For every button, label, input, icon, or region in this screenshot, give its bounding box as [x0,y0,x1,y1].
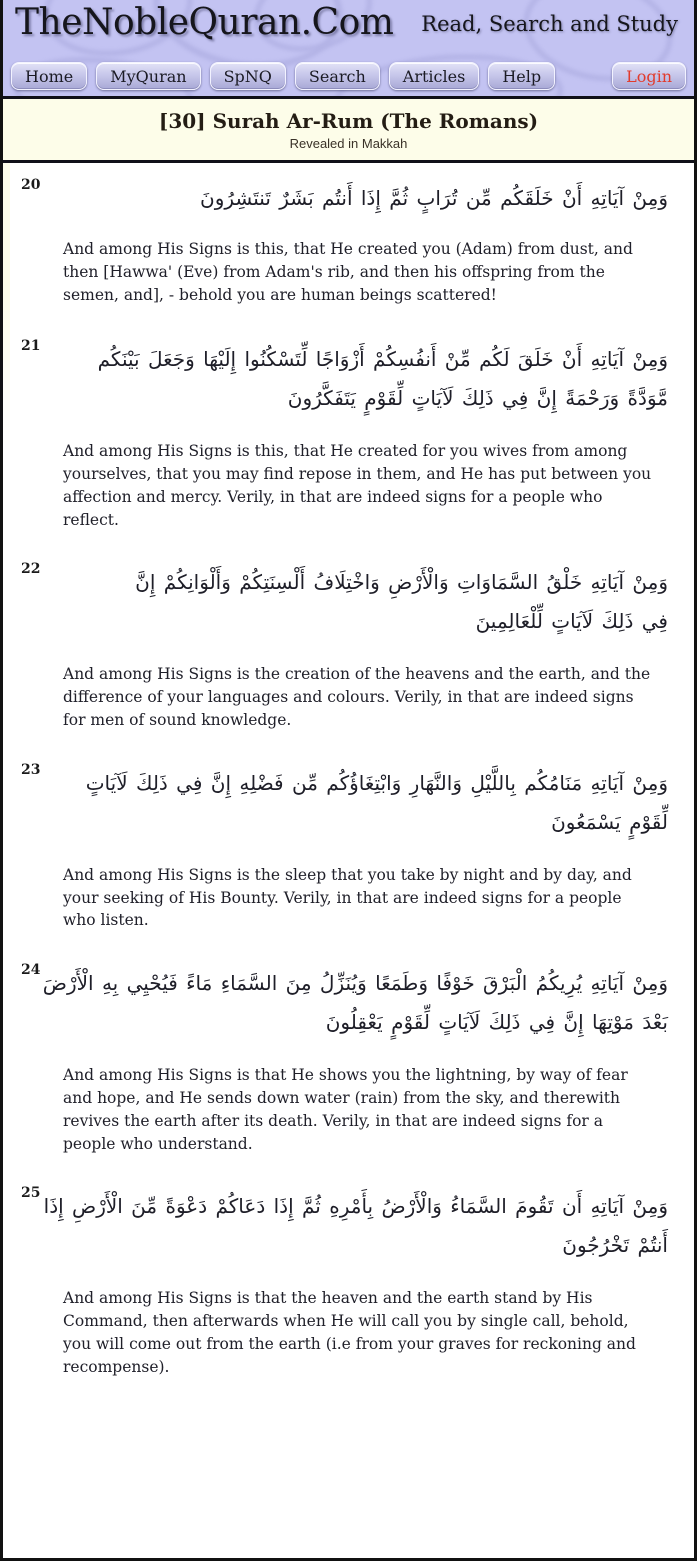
main-navigation [3,58,694,94]
verse-block [3,531,694,731]
verse-block [3,163,694,306]
verse-arabic-text: وَمِنْ آيَاتِهِ خَلْقُ السَّمَاوَاتِ وَالْأَرْضِ وَاخْتِلَافُ أَلْسِنَتِكُمْ وَأَلْوَانِكُمْ إِنَّ فِي ذَلِكَ لَآيَاتٍ لِّلْعَالِمِينَ [135,570,668,634]
verse-translation-text: And among His Signs is the creation of the heavens and the earth, and the difference of your languages and colours. Verily, in that are indeed signs for men of sound knowledge. [63,665,651,730]
verse-arabic-text: وَمِنْ آيَاتِهِ أَن تَقُومَ السَّمَاءُ وَالْأَرْضُ بِأَمْرِهِ ثُمَّ إِذَا دَعَاكُمْ دَعْوَةً مِّنَ الْأَرْضِ إِذَا أَنتُمْ تَخْرُجُونَ [43,1194,668,1258]
verse-arabic-text: وَمِنْ آيَاتِهِ مَنَامُكُم بِاللَّيْلِ وَالنَّهَارِ وَابْتِغَاؤُكُم مِّن فَضْلِهِ إِنَّ فِي ذَلِكَ لَآيَاتٍ لِّقَوْمٍ يَسْمَعُونَ [85,770,668,834]
verse-list [3,163,694,1378]
login-button[interactable]: Login [612,62,686,90]
nav-item-search[interactable]: Search [295,62,380,90]
site-tagline: Read, Search and Study [421,12,678,36]
nav-item-home[interactable]: Home [11,62,87,90]
verse-translation-text: And among His Signs is that He shows you the lightning, by way of fear and hope, and He sends down water (rain) from the sky, and therewith revives the earth after its death. Verily, in that are indeed signs for a people who understand. [63,1066,628,1153]
verse-translation-text: And among His Signs is that the heaven and the earth stand by His Command, then afterwards when He will call you by single call, behold, you will come out from the earth (i.e from your graves for reckoning and recompense). [63,1289,636,1376]
verse-translation-text: And among His Signs is this, that He created for you wives from among yourselves, that you may find repose in them, and He has put between you affection and mercy. Verily, in that are indeed signs for a people who reflect. [63,442,652,529]
verse-number: 24 [21,962,41,979]
page-title: [30] Surah Ar-Rum (The Romans) [158,109,539,133]
nav-item-help[interactable]: Help [488,62,555,90]
verse-number: 20 [21,177,41,193]
verse-block [3,1155,694,1378]
site-logo-title[interactable]: TheNobleQuran.Com [15,2,394,43]
nav-item-articles[interactable]: Articles [389,62,480,90]
site-header [3,0,694,99]
nav-item-myquran[interactable]: MyQuran [96,62,200,90]
verse-arabic-text: وَمِنْ آيَاتِهِ أَنْ خَلَقَكُم مِّن تُرَابٍ ثُمَّ إِذَا أَنتُم بَشَرٌ تَنتَشِرُونَ [200,186,668,210]
verse-block [3,932,694,1155]
nav-item-spnq[interactable]: SpNQ [210,62,286,90]
verse-number: 25 [21,1185,41,1202]
verse-arabic-text: وَمِنْ آيَاتِهِ أَنْ خَلَقَ لَكُم مِّنْ أَنفُسِكُمْ أَزْوَاجًا لِّتَسْكُنُوا إِلَيْهَا وَجَعَلَ بَيْنَكُم مَّوَدَّةً وَرَحْمَةً إِنَّ فِي ذَلِكَ لَآيَاتٍ لِّقَوْمٍ يَتَفَكَّرُونَ [97,347,668,411]
verse-arabic-text: وَمِنْ آيَاتِهِ يُرِيكُمُ الْبَرْقَ خَوْفًا وَطَمَعًا وَيُنَزِّلُ مِنَ السَّمَاءِ مَاءً فَيُحْيِي بِهِ الْأَرْضَ بَعْدَ مَوْتِهَا إِنَّ فِي ذَلِكَ لَآيَاتٍ لِّقَوْمٍ يَعْقِلُونَ [42,971,668,1035]
verse-number: 21 [21,338,41,355]
verse-translation-text: And among His Signs is this, that He created you (Adam) from dust, and then [Hawwa' (Eve) from Adam's rib, and then his offspring from the semen, and], - behold you are human beings scattered! [63,240,633,304]
verse-block [3,732,694,932]
verse-number: 23 [21,761,41,778]
surah-title-banner [3,99,694,163]
verse-number: 22 [21,561,41,578]
surah-revelation-place: Revealed in Makkah [289,136,408,151]
verse-block [3,306,694,531]
verse-translation-text: And among His Signs is the sleep that you take by night and by day, and your seeking of His Bounty. Verily, in that are indeed signs for a people who listen. [63,865,632,930]
